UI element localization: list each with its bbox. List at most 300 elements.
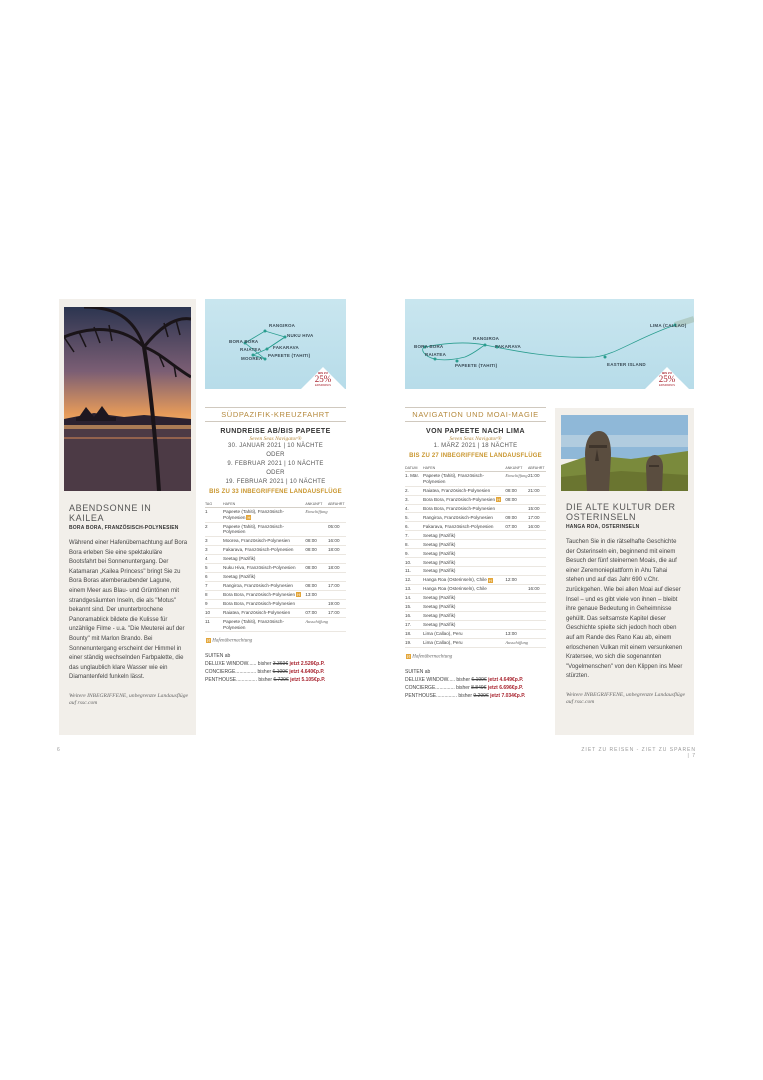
cell-port xyxy=(423,495,505,504)
previous-price: 8.849€ xyxy=(471,684,487,691)
cell-port-text: Bora Bora, Französisch-Polynesien xyxy=(423,505,496,511)
cell-day-text: 8. xyxy=(405,541,409,547)
previous-price: 6.109€ xyxy=(272,669,288,676)
previous-price-label: bisher xyxy=(456,684,470,691)
cell-day xyxy=(205,522,223,537)
cell-arrival xyxy=(305,573,328,582)
cell-day-text: 9 xyxy=(205,601,208,607)
cell-departure xyxy=(528,531,546,540)
suites-label: SUITEN ab xyxy=(205,653,231,660)
table-row xyxy=(405,585,546,594)
cell-arrival xyxy=(505,472,528,487)
cell-port xyxy=(223,608,305,617)
suite-leader: ............... xyxy=(236,677,257,684)
table-row xyxy=(405,576,546,585)
cell-departure-text: 17:00 xyxy=(328,610,340,616)
previous-price-label: bisher xyxy=(458,692,472,699)
cell-port xyxy=(423,630,505,639)
suite-name: CONCIERGE xyxy=(405,684,436,691)
table-row xyxy=(405,639,546,648)
cell-arrival xyxy=(505,549,528,558)
right-blurb-body: Tauchen Sie in die rätselhafte Geschichte der Osterinseln ein, beginnend mit einem Besuch der fünf steinernen Moais, die auf einer Zeremonieplattform in Ahu Tahai stehen und auf das Jahr 690 v.Chr. zurückgehen. Wie bei allen Moai auf dieser Insel – und es gibt viele von ihnen – bleibt ihre genaue Bedeutung in Geheimnisse gehüllt. Das seltsamste Kapitel dieser Geschichte spielte sich jedoch hoch oben auf am Rande des Rano Kau ab, einem erloschenen Vulkan mit einem versunkenen Kratersee, wo sich die sogenannten "Vogelmenschen" von den Klippen ins Meer stürzten. xyxy=(566,539,683,680)
cruise2-itinerary-body xyxy=(405,472,546,648)
cell-port xyxy=(223,590,305,599)
map-label-papeete: PAPEETE (TAHITI) xyxy=(268,353,311,358)
cell-arrival xyxy=(505,531,528,540)
cruise1-ship: Seven Seas Navigator® xyxy=(249,436,302,442)
cell-day xyxy=(405,621,423,630)
suite-leader: .............. xyxy=(435,684,455,691)
table-row xyxy=(405,621,546,630)
cell-departure xyxy=(528,621,546,630)
cell-day-text: 2 xyxy=(205,523,208,529)
cell-port-text: Raiatea, Französisch-Polynesien xyxy=(223,610,291,616)
cell-arrival xyxy=(305,555,328,564)
cell-arrival-text: Einschiffung xyxy=(505,473,528,479)
bora-bora-sunset-photo xyxy=(64,307,191,491)
cruise1-section-title: SÜDPAZIFIK-KREUZFAHRT xyxy=(221,410,330,419)
cell-port xyxy=(423,549,505,558)
cell-day-text: 15. xyxy=(405,604,412,610)
cell-departure xyxy=(528,558,546,567)
cell-arrival xyxy=(505,567,528,576)
table-row xyxy=(405,522,546,531)
cell-port-text: Seetag (Pazifik) xyxy=(423,532,456,538)
cell-arrival xyxy=(505,513,528,522)
cell-day xyxy=(205,573,223,582)
cruise2-excursions: BIS ZU 27 INBEGRIFFENE LANDAUSFLÜGE xyxy=(409,453,542,459)
cell-arrival-text: 08:00 xyxy=(505,496,517,502)
cell-port-text: Papeete (Tahiti), Französisch-Polynesien xyxy=(223,619,285,630)
col-departure: ABFAHRT xyxy=(328,502,345,506)
left-blurb-subtitle: BORA BORA, FRANZÖSISCH-POLYNESIEN xyxy=(69,525,179,531)
cell-port xyxy=(423,621,505,630)
table-row xyxy=(205,522,346,537)
table-row xyxy=(405,513,546,522)
current-price: 4.649€p.P. xyxy=(499,676,524,683)
cell-port-text: Fakarava, Französisch-Polynesien xyxy=(223,547,294,553)
map-label-fakarava: FAKARAVA xyxy=(273,345,299,350)
cell-port xyxy=(423,612,505,621)
cell-departure xyxy=(528,486,546,495)
cell-arrival-text: 12:00 xyxy=(505,577,517,583)
cruise2-route: VON PAPEETE NACH LIMA xyxy=(426,428,525,435)
cell-departure-text: 16:00 xyxy=(528,586,540,592)
cell-day xyxy=(405,576,423,585)
badge-suffix: ERSPARNIS xyxy=(659,383,675,387)
cell-departure xyxy=(528,576,546,585)
table-row xyxy=(405,594,546,603)
cell-day xyxy=(405,495,423,504)
cell-day-text: 4 xyxy=(205,556,208,562)
cell-day-text: 16. xyxy=(405,613,412,619)
cell-departure xyxy=(528,540,546,549)
cell-day-text: 6 xyxy=(205,574,208,580)
table-row xyxy=(205,537,346,546)
cell-port xyxy=(223,581,305,590)
cell-arrival xyxy=(505,540,528,549)
cell-port-text: Moorea, Französisch-Polynesien xyxy=(223,538,290,544)
table-row xyxy=(405,558,546,567)
legend-label: Hafenübernachtung xyxy=(212,639,253,645)
suite-name: PENTHOUSE xyxy=(205,677,237,684)
previous-price: 6.729€ xyxy=(273,677,289,684)
cruise1-date-1: 30. JANUAR 2021 | 10 NÄCHTE xyxy=(227,443,324,449)
cell-arrival xyxy=(505,585,528,594)
cell-arrival-text: 08:00 xyxy=(305,583,317,589)
page-number-right: ZIET ZU REISEN - ZIET ZU SPAREN | 7 xyxy=(581,747,696,759)
divider xyxy=(405,421,546,422)
cell-arrival xyxy=(505,558,528,567)
col-port: HAFEN xyxy=(423,465,505,472)
cell-day xyxy=(405,603,423,612)
table-row xyxy=(405,603,546,612)
current-price: 7.034€p.P. xyxy=(501,692,526,699)
cell-day-text: 14. xyxy=(405,595,412,601)
cell-departure-text: 16:00 xyxy=(328,538,340,544)
overnight-icon: H xyxy=(497,497,500,502)
cell-port-text: Bora Bora, Französisch-Polynesien xyxy=(423,496,496,502)
badge-value: 25% xyxy=(314,374,332,384)
cell-port xyxy=(423,639,505,648)
current-price-label: jetzt xyxy=(488,676,499,683)
table-row xyxy=(405,486,546,495)
cell-arrival xyxy=(305,546,328,555)
cell-departure-text: 17:00 xyxy=(528,514,540,520)
cell-departure xyxy=(528,522,546,531)
col-arrival: ANKUNFT xyxy=(305,501,328,508)
map-label-moorea: MOOREA xyxy=(241,356,263,361)
cell-port xyxy=(423,603,505,612)
left-blurb-text xyxy=(69,503,189,707)
cell-port-text: Seetag (Pazifik) xyxy=(423,613,456,619)
cell-port-text: Lima (Callao), Peru xyxy=(423,631,463,637)
cell-port xyxy=(423,585,505,594)
cell-day xyxy=(405,522,423,531)
cell-day xyxy=(405,486,423,495)
previous-price-label: bisher xyxy=(257,661,272,668)
cell-day xyxy=(405,630,423,639)
cell-arrival-text: Einschiffung xyxy=(305,509,328,515)
cell-departure-text: 15:00 xyxy=(528,505,540,511)
suite-name: CONCIERGE xyxy=(205,669,236,676)
cell-arrival-text: 08:00 xyxy=(305,565,317,571)
moai-illustration xyxy=(561,415,688,491)
cell-port xyxy=(423,576,505,585)
cell-day xyxy=(205,537,223,546)
cell-departure xyxy=(528,594,546,603)
table-row xyxy=(205,564,346,573)
cell-arrival xyxy=(505,630,528,639)
overnight-icon: H xyxy=(247,515,251,521)
table-row xyxy=(205,573,346,582)
cell-day xyxy=(205,590,223,599)
cell-port xyxy=(223,617,305,632)
cell-port xyxy=(423,504,505,513)
cell-departure xyxy=(328,573,346,582)
table-row xyxy=(205,581,346,590)
cell-arrival-text: 07:00 xyxy=(305,610,317,616)
suite-name: PENTHOUSE xyxy=(405,692,437,699)
previous-price-label: bisher xyxy=(258,677,272,684)
suite-price-row xyxy=(205,660,346,668)
cell-arrival xyxy=(505,612,528,621)
suite-price-row xyxy=(205,668,346,676)
cell-day xyxy=(205,608,223,617)
cell-departure xyxy=(528,567,546,576)
cell-arrival-text: Ausschiffung xyxy=(505,640,528,646)
cell-arrival xyxy=(505,576,528,585)
cruise2-route-lines xyxy=(405,299,694,389)
cell-port xyxy=(423,531,505,540)
cell-departure-text: 19:00 xyxy=(328,601,340,607)
badge-value: 25% xyxy=(658,374,676,384)
suite-leader: ............... xyxy=(235,669,257,676)
cell-port xyxy=(423,567,505,576)
cell-port-text: Hanga Roa (Osterinseln), Chile xyxy=(423,586,487,592)
table-row xyxy=(405,531,546,540)
cell-arrival xyxy=(505,495,528,504)
map-label-raiatea: RAIATEA xyxy=(240,347,262,352)
cruise2-itinerary-table xyxy=(405,465,546,648)
cell-port xyxy=(223,537,305,546)
overnight-icon: H xyxy=(297,592,300,598)
current-price-label: jetzt xyxy=(289,669,300,676)
cruise1-details xyxy=(205,405,346,684)
cruise2-legend xyxy=(405,654,546,660)
left-blurb-title: ABENDSONNE IN KAILEA xyxy=(69,503,152,523)
map-label-bora-bora: BORA BORA xyxy=(414,344,444,349)
map-label-easter-island: EASTER ISLAND xyxy=(607,362,646,367)
cell-day-text: 19. xyxy=(405,640,412,646)
cell-arrival-text: 08:00 xyxy=(505,487,517,493)
cell-arrival xyxy=(305,537,328,546)
cell-day-text: 5. xyxy=(405,514,409,520)
page-number-left: 6 xyxy=(57,747,61,753)
cell-day-text: 3 xyxy=(205,538,208,544)
cruise1-date-2: 9. FEBRUAR 2021 | 10 NÄCHTE xyxy=(227,461,324,467)
suite-price-row xyxy=(205,676,346,684)
previous-price-label: bisher xyxy=(257,669,272,676)
cell-day-text: 18. xyxy=(405,631,412,637)
cruise1-date-or-1: ODER xyxy=(266,452,285,458)
cruise2-section-title: NAVIGATION UND MOAI-MAGIE xyxy=(412,410,539,419)
cell-departure xyxy=(328,617,346,632)
cell-day-text: 12. xyxy=(405,577,412,583)
cell-departure-text: 05:00 xyxy=(328,523,340,529)
cell-port-text: Bora Bora, Französisch-Polynesien xyxy=(223,592,296,598)
cell-arrival-text: 13:00 xyxy=(505,631,517,637)
right-blurb-footer: Weitere INBEGRIFFENE, unbegrenzte Landausflüge auf rssc.com xyxy=(566,691,685,705)
left-blurb-body: Während einer Hafenübernachtung auf Bora Bora erleben Sie eine spektakuläre Bootsfahrt bei Sonnenuntergang. Der Katamaran „Kailea Princess" bringt Sie zu Bora Boras atemberaubender Lagune, einem Meer aus Blau- und Grüntönen mit strandgesäumten Inseln, die als "Motus" bekannt sind. Der ununterbrochene Panoramablick bildete die Kulisse für unzählige Filme - u.a. "Die Meuterei auf der Bounty" mit Marlon Brando. Bei Sonnenuntergang erscheint der Himmel in einer ständig wechselnden Farbpalette, die das unglaublich klare Wasser wie ein Diamantenfeld funkeln lässt. xyxy=(69,540,188,681)
cell-port-text: Papeete (Tahiti), Französisch-Polynesien xyxy=(423,473,485,484)
map-label-fakarava: FAKARAVA xyxy=(495,344,521,349)
suite-name: DELUXE WINDOW xyxy=(205,661,249,668)
map-label-bora-bora: BORA BORA xyxy=(229,339,259,344)
cell-port-text: Bora Bora, Französisch-Polynesien xyxy=(223,601,296,607)
cell-port xyxy=(423,513,505,522)
table-row xyxy=(205,599,346,608)
cell-day-text: 10 xyxy=(205,610,211,616)
cruise1-itinerary-table xyxy=(205,501,346,632)
cell-port xyxy=(223,573,305,582)
cell-day xyxy=(405,612,423,621)
cell-day xyxy=(205,581,223,590)
cell-port-text: Seetag (Pazifik) xyxy=(423,568,456,574)
cell-port xyxy=(423,522,505,531)
table-row xyxy=(405,567,546,576)
cell-departure xyxy=(328,608,346,617)
right-blurb-subtitle: HANGA ROA, OSTERINSELN xyxy=(566,524,640,530)
divider xyxy=(205,407,346,408)
cell-day-text: 8 xyxy=(205,592,208,598)
badge-prefix: BIS ZU xyxy=(318,371,328,375)
cruise1-date-or-2: ODER xyxy=(266,470,285,476)
cruise1-legend xyxy=(205,638,346,644)
cell-port-text: Papeete (Tahiti), Französisch-Polynesien xyxy=(223,509,285,520)
cell-departure xyxy=(328,564,346,573)
cell-day xyxy=(405,513,423,522)
cell-port-text: Seetag (Pazifik) xyxy=(423,541,456,547)
table-row xyxy=(205,546,346,555)
cell-departure xyxy=(328,508,346,523)
cell-day-text: 7 xyxy=(205,583,208,589)
table-row xyxy=(405,630,546,639)
right-blurb-title: DIE ALTE KULTUR DER OSTERINSELN xyxy=(566,502,676,522)
col-day: TAG xyxy=(205,501,223,508)
suite-leader: ............... xyxy=(436,692,457,699)
current-price-label: jetzt xyxy=(490,692,501,699)
suite-leader: ...... xyxy=(248,661,257,668)
cell-departure xyxy=(528,504,546,513)
legend-label: Hafenübernachtung xyxy=(412,654,453,660)
table-row xyxy=(405,495,546,504)
cell-arrival xyxy=(305,522,328,537)
cell-day xyxy=(405,639,423,648)
cell-arrival xyxy=(505,594,528,603)
badge-suffix: ERSPARNIS xyxy=(315,383,331,387)
cell-port-text: Seetag (Pazifik) xyxy=(223,574,256,580)
current-price-label: jetzt xyxy=(290,677,301,684)
savings-badge-text xyxy=(653,371,681,387)
cell-day-text: 4. xyxy=(405,505,409,511)
suite-price-row xyxy=(405,692,546,700)
cell-departure xyxy=(528,585,546,594)
cell-arrival xyxy=(505,504,528,513)
cell-port-text: Raiatea, Französisch-Polynesien xyxy=(423,487,491,493)
cruise1-suite-list xyxy=(205,660,346,684)
cell-arrival xyxy=(305,617,328,632)
cell-day xyxy=(205,546,223,555)
right-blurb-text xyxy=(566,502,686,706)
cruise2-date-1: 1. MÄRZ 2021 | 18 NÄCHTE xyxy=(433,443,518,449)
cell-departure-text: 18:00 xyxy=(328,565,340,571)
cell-day-text: 3. xyxy=(405,496,409,502)
cell-departure-text: 21:00 xyxy=(528,487,540,493)
map-label-nuku-hiva: NUKU HIVA xyxy=(287,333,314,338)
cruise1-itinerary-body xyxy=(205,508,346,632)
cell-port xyxy=(223,508,305,523)
cell-departure-text: 18:00 xyxy=(328,547,340,553)
current-price-label: jetzt xyxy=(289,661,300,668)
overnight-icon: H xyxy=(207,638,210,644)
cell-arrival-text: 08:00 xyxy=(305,538,317,544)
cell-port-text: Seetag (Pazifik) xyxy=(223,556,256,562)
left-blurb-footer: Weitere INBEGRIFFENE, unbegrenzte Landausflüge auf rssc.com xyxy=(69,692,188,706)
cell-departure xyxy=(328,546,346,555)
cell-arrival xyxy=(505,639,528,648)
cell-port-text: Seetag (Pazifik) xyxy=(423,550,456,556)
table-row xyxy=(205,608,346,617)
cell-port xyxy=(223,546,305,555)
cell-departure-text: 21:00 xyxy=(528,473,540,479)
cell-departure xyxy=(528,549,546,558)
cell-arrival-text: 13:00 xyxy=(305,592,317,598)
suite-price-row xyxy=(405,684,546,692)
cell-day xyxy=(405,594,423,603)
cell-departure xyxy=(528,495,546,504)
left-blurb-panel xyxy=(59,299,196,735)
cell-day-text: 17. xyxy=(405,622,412,628)
cell-day xyxy=(405,504,423,513)
map-label-rangiroa: RANGIROA xyxy=(473,336,500,341)
cell-day xyxy=(205,564,223,573)
cell-arrival xyxy=(305,581,328,590)
cell-port-text: Seetag (Pazifik) xyxy=(423,622,456,628)
cell-departure xyxy=(528,630,546,639)
cell-arrival xyxy=(305,564,328,573)
cell-departure xyxy=(328,599,346,608)
suite-name: DELUXE WINDOW xyxy=(405,676,449,683)
cell-port-text: Lima (Callao), Peru xyxy=(423,640,463,646)
cell-arrival xyxy=(305,508,328,523)
cell-port xyxy=(423,486,505,495)
cell-port xyxy=(223,522,305,537)
cell-day-text: 3 xyxy=(205,547,208,553)
cell-day-text: 2. xyxy=(405,487,409,493)
cell-day xyxy=(205,617,223,632)
savings-badge-text xyxy=(309,371,337,387)
overnight-icon: H xyxy=(488,577,492,583)
cell-arrival-text: 07:00 xyxy=(505,523,517,529)
cell-day-text: 13. xyxy=(405,586,412,592)
cell-departure xyxy=(328,537,346,546)
table-row xyxy=(405,504,546,513)
cell-day xyxy=(405,549,423,558)
table-row xyxy=(405,472,546,487)
cell-day-text: 7. xyxy=(405,532,409,538)
cell-day-text: 11 xyxy=(205,619,210,625)
table-row xyxy=(205,555,346,564)
suites-label: SUITEN ab xyxy=(405,668,431,675)
cell-arrival xyxy=(505,486,528,495)
current-price: 5.105€p.P. xyxy=(301,677,326,684)
cell-departure xyxy=(528,603,546,612)
cell-port-text: Papeete (Tahiti), Französisch-Polynesien xyxy=(223,523,285,535)
cell-departure xyxy=(528,513,546,522)
current-price: 2.526€p.P. xyxy=(300,661,325,668)
cell-arrival xyxy=(305,590,328,599)
cell-day xyxy=(205,508,223,523)
map-label-papeete: PAPEETE (TAHITI) xyxy=(455,363,498,368)
divider xyxy=(205,421,346,422)
table-row xyxy=(405,549,546,558)
cell-port xyxy=(223,599,305,608)
cell-port-text: Hanga Roa (Osterinseln), Chile xyxy=(423,577,487,583)
divider xyxy=(405,407,546,408)
cell-port-text: Seetag (Pazifik) xyxy=(423,604,456,610)
table-row xyxy=(405,612,546,621)
